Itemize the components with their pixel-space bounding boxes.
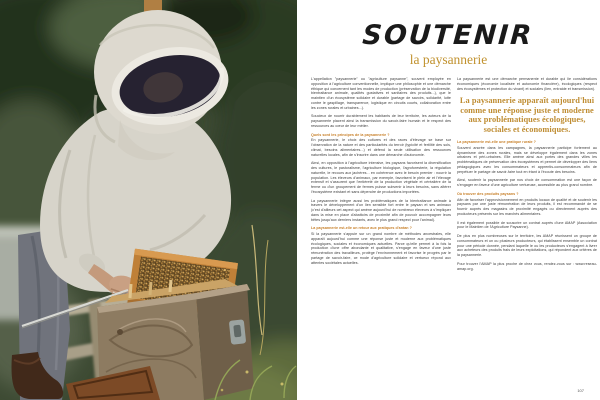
beekeeper-photo [0,0,297,400]
article-columns [297,68,600,275]
article-page [297,0,600,400]
paragraph: Afin de favoriser l'approvisionnement en produits locaux de qualité et de soutenir les paysans par une juste rémunération de leurs produits, il est recommandé de se fournir auprès des magasins de proximité engagés ou directement auprès des producteurs présents sur les marchés alimentaires. [457,197,597,216]
pull-quote: La paysannerie apparaît aujourd'hui comme une réponse juste et moderne aux problématiques écologiques, sociales et économiques. [459,96,595,134]
paragraph: La paysannerie est une démarche permanente et durable qui lie considérations économiques (économie localisée et autonomie financière), écologiques (respect des écosystèmes et protection du vivant) et sociales (lien, entraide et transmission). [457,77,597,91]
page-subtitle: la paysannerie [409,52,488,67]
paragraph: Pour trouver l'AMAP la plus proche de chez vous, rendez-vous sur : www.reseau-amap.org. [457,261,597,271]
paragraph: Si la paysannerie s'appuie sur un grand nombre de méthodes ancestrales, elle apparaît aujourd'hui comme une réponse juste et moderne aux problématiques écologiques, sociales et économiques actuelles. Parce qu'elle permet à la fois la production d'une offre abondante et qualitative, s'engage en faveur d'une juste rémunération des travailleurs, protège l'environnement et favorise le progrès par le partage de savoir-faire, ce mode d'agriculture solidaire et vertueux répond aux attentes sociétales actuelles. [311,232,451,265]
section-heading: La paysannerie est-elle une pratique rurale ? [457,140,536,145]
section-heading: La paysannerie est-elle un retour aux pratiques d'antan ? [311,226,412,231]
paragraph: Souvent ancrée dans les campagnes, la paysannerie participe fortement au dynamisme des zones rurales, mais se développe également dans les zones urbaines et péri-urbaines. Elle amène ainsi aux portes des grandes villes les problématiques de préservation des écosystèmes et permet de développer des liens pédagogiques avec les consommateurs et apprentis-consommateurs afin de perpétuer le partage de savoir-faire tout en étant à l'écoute des besoins. [457,145,597,174]
page-number: 107 [577,388,584,393]
section-heading: Où trouver des produits paysans ? [457,191,519,196]
paragraph: Il est également possible de souscrire un contrat auprès d'une AMAP (Association pour le Maintien de l'Agriculture Paysanne). [457,220,597,230]
article-column-1 [311,77,451,275]
paragraph: En paysannerie, le choix des cultures et des races d'élevage se base sur l'observation de la nature et des particularités du terroir (typicité et fertilité des sols, climat, besoins alimentaires...) et défend la seule utilisation des ressources naturelles locales, afin de s'inscrire dans une démarche d'autonomie. [311,138,451,157]
paragraph: Ainsi, en opposition à l'agriculture intensive, les paysans favorisent la diversification des cultures, le pastoralisme, l'agriculture biologique, l'agroforesterie, la régulation naturelle, le recours aux jachères... en cohérence avec le besoin premier : nourrir la population. Les éleveurs d'animaux, par exemple, favorisent le plein air et l'élevage extensif et s'assurent que l'entièreté de la production végétale et céréalière de la ferme ou d'un groupement de fermes puisse subvenir à leurs besoins, sans altérer l'écosystème existant et sans dépendre de productions importées. [311,161,451,194]
paragraph: L'appellation "paysannerie" ou "agriculture paysanne", souvent employée en opposition à l'agriculture conventionnelle, implique une philosophie et une démarche éthique qui concernent tant les modes de production (préservation de la biodiversité, bientraitance animale, qualités gustatives et sanitaires des produits...), que le maintien d'un écosystème solidaire et durable (partage de savoirs, solidarité, lutte contre le gaspillage, transparence, logistique en circuits courts, collaboration entre les zones rurales et urbaines...). [311,77,451,110]
paragraph: De plus en plus nombreuses sur le territoire, les AMAP réunissent un groupe de consommateurs et un ou plusieurs producteurs, qui établissent ensemble un contrat pour une période donnée, pendant laquelle le ou les producteurs s'engagent à livrer aux acheteurs des produits frais de leurs exploitations, qui répondent aux critères de la paysannerie. [457,234,597,258]
page-title: SOUTENIR [361,20,535,51]
article-column-2 [457,77,597,275]
section-heading: Quels sont les principes de la paysannerie ? [311,132,390,137]
paragraph: Soucieux de nourrir durablement les habitants de leur territoire, les acteurs de la paysannerie placent ainsi la transmission du savoir-faire humain et le respect des ressources au cœur de leur métier. [311,114,451,128]
beekeeper-photo-illustration [0,0,297,400]
paragraph: Ainsi, soutenir la paysannerie par nos choix de consommation est une façon de s'engager en faveur d'une agriculture vertueuse, accessible au plus grand nombre. [457,178,597,188]
paragraph: La paysannerie intègre aussi les problématiques de la bientraitance animale à travers le développement d'un lien sensible fort entre le paysan et ses animaux (c'est d'ailleurs cet aspect qui amène aujourd'hui de nombreux éleveurs à s'impliquer dans la mise en place d'abattoirs de proximité afin de pouvoir accompagner leurs bêtes jusqu'aux derniers instants, avec le plus grand respect pour l'animal). [311,198,451,222]
